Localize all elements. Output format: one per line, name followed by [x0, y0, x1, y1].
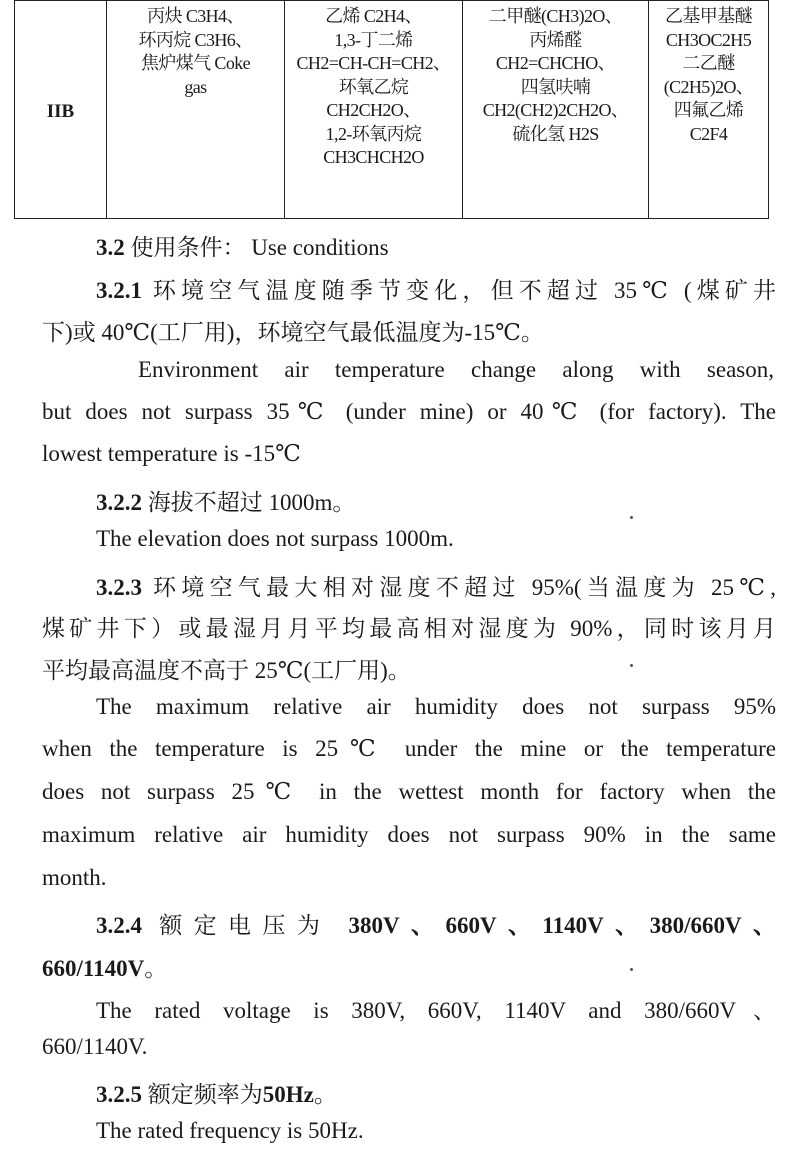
gas-entry: 1,2-环氧丙烷	[325, 123, 422, 144]
gas-entry: CH2CH2O、	[326, 100, 421, 120]
table-row	[15, 1, 769, 219]
gas-entry: CH3OC2H5	[665, 29, 752, 50]
section-3-2-heading	[96, 229, 389, 262]
para-3-2-1-zh-line2: 下)或 40℃(工厂用)，环境空气最低温度为-15℃。	[42, 320, 544, 345]
para-3-2-4-en-line1: The rated voltage is 380V, 660V, 1140V and 380/660V、	[96, 998, 776, 1023]
voltage-list: 380V、660V、1140V、380/660V、	[348, 913, 777, 938]
gas-entry: 二乙醚	[682, 53, 735, 73]
para-3-2-3-zh-line1	[96, 569, 776, 602]
table-cell	[463, 1, 649, 219]
para-3-2-1-en-line3: lowest temperature is -15℃	[42, 441, 301, 466]
gas-entry: 二甲醚(CH3)2O、	[488, 6, 623, 26]
table-cell	[649, 1, 769, 219]
gas-entry: 焦炉煤气 Coke	[140, 53, 251, 73]
text-run: 海拔不超过 1000m。	[147, 490, 356, 515]
table-cell	[107, 1, 285, 219]
text-run: 环境空气最大相对湿度不超过 95%(当温度为 25℃,	[153, 575, 776, 600]
text-run: 。	[144, 956, 168, 981]
para-3-2-4-zh-line2	[42, 950, 167, 983]
section-number: 3.2.4	[96, 913, 142, 938]
section-number: 3.2.3	[96, 575, 142, 600]
text-run: 环境空气温度随季节变化，但不超过 35℃ (煤矿井	[152, 278, 776, 303]
gas-entry: 丙炔 C3H4、	[147, 6, 244, 26]
gas-entry: CH3CHCH2O	[323, 147, 424, 167]
section-title-zh: 使用条件：	[130, 235, 246, 260]
section-number: 3.2	[96, 235, 125, 260]
gas-entry: CH2=CH-CH=CH2、	[296, 53, 451, 73]
para-3-2-3-en-line4: maximum relative air humidity does not surpass 90% in the same	[42, 822, 776, 847]
table-cell	[285, 1, 463, 219]
scan-speck	[630, 968, 633, 971]
gas-group-table	[14, 0, 769, 219]
para-3-2-3-en-line5: month.	[42, 865, 107, 890]
scan-speck	[630, 664, 633, 667]
gas-entry: CH2=CHCHO、	[495, 53, 616, 73]
gas-entry: (C2H5)2O、	[663, 76, 754, 97]
gas-entry: 丙烯醛	[529, 29, 582, 50]
text-run: 。	[313, 1082, 337, 1107]
section-number: 3.2.1	[96, 278, 142, 303]
para-3-2-3-zh-line2: 煤矿井下）或最湿月月平均最高相对湿度为 90%，同时该月月	[42, 616, 776, 641]
gas-entry: 环丙烷 C3H6、	[138, 29, 253, 50]
text-run: 额定频率为	[147, 1082, 263, 1107]
para-3-2-1-en-line1: Environment air temperature change along with season,	[138, 357, 774, 382]
scan-speck	[630, 516, 633, 519]
gas-entry: 硫化氢 H2S	[512, 123, 599, 144]
group-label-cell: IIB	[15, 1, 107, 219]
gas-entry: CH2(CH2)2CH2O、	[482, 100, 629, 120]
para-3-2-5-zh	[96, 1076, 337, 1109]
frequency-value: 50Hz	[262, 1082, 314, 1107]
para-3-2-4-en-line2: 660/1140V.	[42, 1034, 148, 1059]
para-3-2-1-zh-line1	[96, 272, 776, 305]
voltage-list: 660/1140V	[42, 956, 145, 981]
gas-entry: gas	[184, 76, 207, 97]
gas-entry: 1,3-丁二烯	[334, 29, 413, 50]
para-3-2-3-en-line3: does not surpass 25℃ in the wettest month for factory when the	[42, 779, 776, 804]
para-3-2-5-en: The rated frequency is 50Hz.	[96, 1118, 364, 1143]
para-3-2-4-zh-line1	[96, 907, 776, 940]
gas-entry: 环氧乙烷	[338, 76, 409, 97]
section-number: 3.2.2	[96, 490, 142, 515]
gas-entry: 四氟乙烯	[673, 100, 744, 120]
para-3-2-2-zh	[96, 484, 355, 517]
gas-entry: C2F4	[689, 123, 728, 144]
para-3-2-2-en: The elevation does not surpass 1000m.	[96, 526, 454, 551]
para-3-2-1-en-line2: but does not surpass 35℃ (under mine) or 40℃ (for factory). The	[42, 399, 776, 424]
para-3-2-3-en-line1: The maximum relative air humidity does not surpass 95%	[96, 694, 776, 719]
gas-entry: 乙烯 C2H4、	[325, 6, 422, 26]
para-3-2-3-zh-line3: 平均最高温度不高于 25℃(工厂用)。	[42, 658, 411, 683]
gas-entry: 四氢呋喃	[520, 76, 591, 97]
para-3-2-3-en-line2: when the temperature is 25℃ under the mine or the temperature	[42, 736, 776, 761]
section-number: 3.2.5	[96, 1082, 142, 1107]
section-title-en: Use conditions	[251, 235, 389, 260]
gas-entry: 乙基甲基醚	[665, 6, 752, 26]
text-run: 额定电压为	[159, 913, 332, 938]
